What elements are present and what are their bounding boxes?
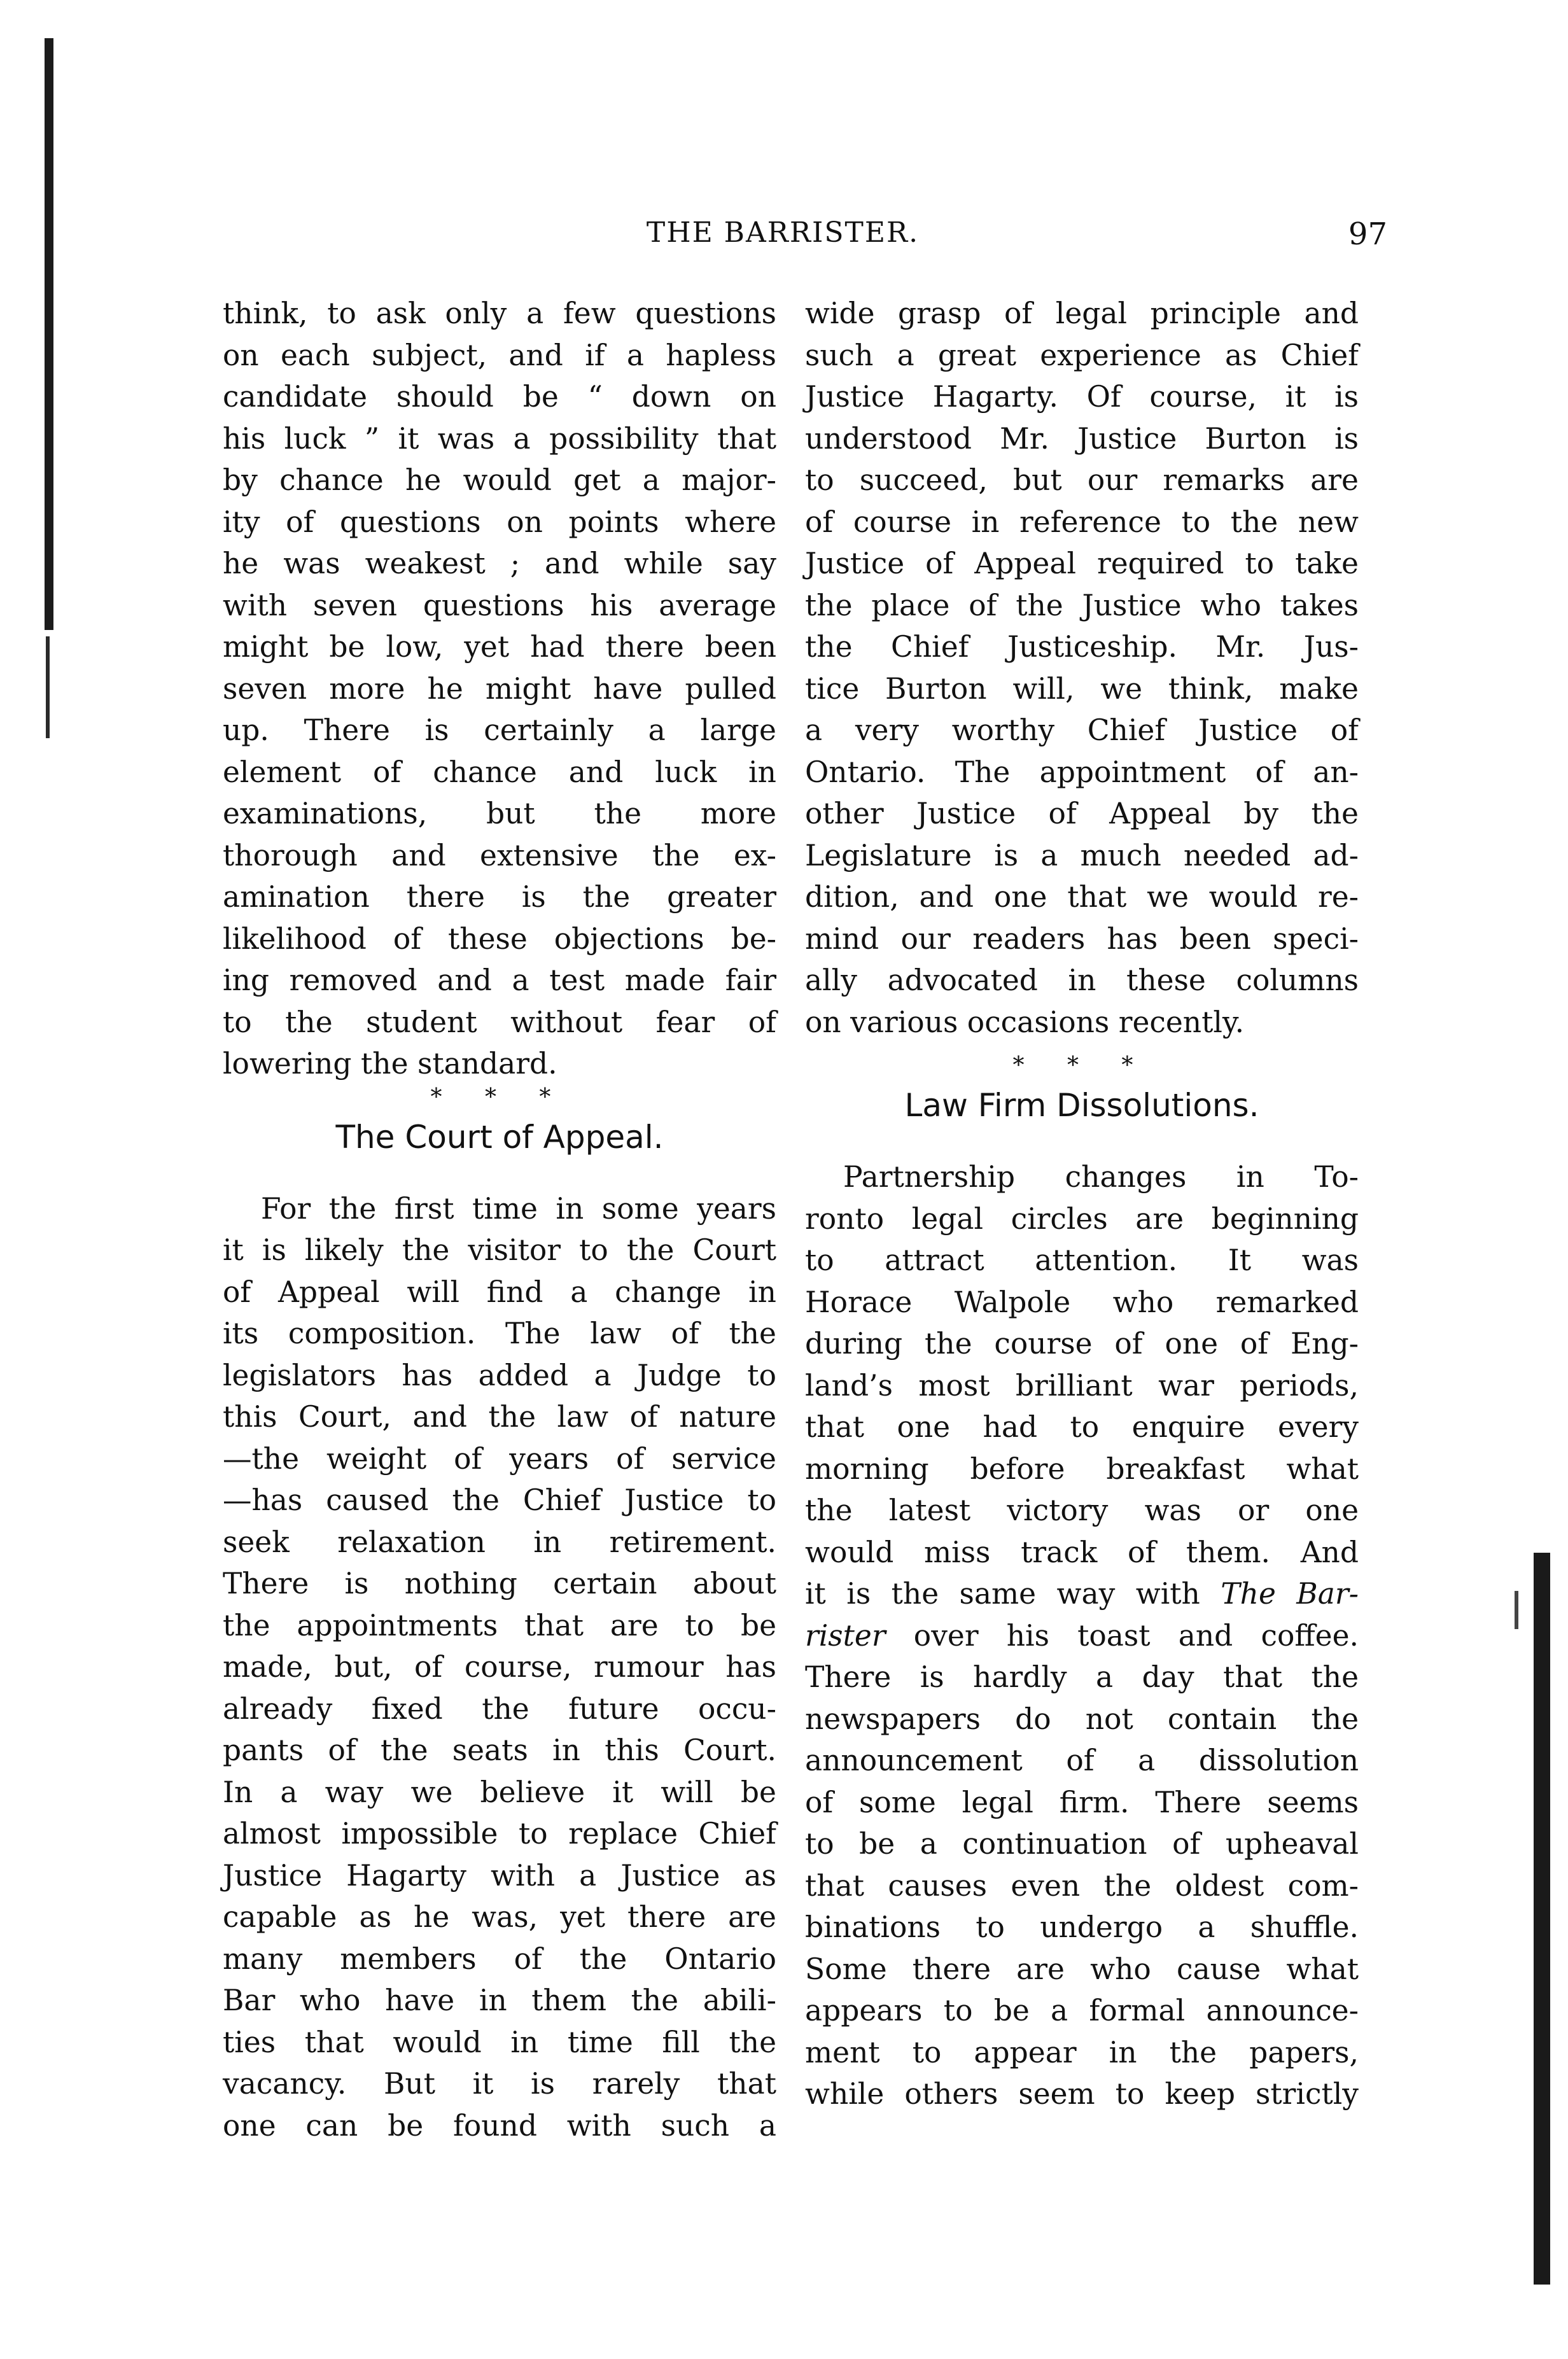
- text-line: during the course of one of Eng-: [805, 1327, 1359, 1361]
- right-paragraph-2-part-a: [805, 1156, 1359, 1573]
- text-line: likelihood of these objections be-: [223, 921, 776, 956]
- text-line: on each subject, and if a hapless: [223, 338, 776, 372]
- text-line: his luck ” it was a possibility that: [223, 421, 776, 456]
- left-paragraph-2: [223, 1188, 776, 2147]
- text-line: by chance he would get a major-: [223, 463, 776, 497]
- right-paragraph-2: [805, 1156, 1359, 2115]
- text-line: capable as he was, yet there are: [223, 1900, 776, 1934]
- text-line: almost impossible to replace Chief: [223, 1817, 776, 1851]
- section-divider-stars: * * *: [430, 1084, 569, 1110]
- heading-gap: [223, 1164, 776, 1188]
- text-line: legislators has added a Judge to: [223, 1358, 776, 1392]
- text-line: examinations, but the more: [223, 797, 776, 830]
- text-line: one can be found with such a: [223, 2108, 776, 2143]
- text-line: Justice Hagarty. Of course, it is: [805, 380, 1359, 414]
- right-column: [805, 293, 1359, 2115]
- right-paragraph-1: [805, 293, 1359, 1043]
- text-line: newspapers do not contain the: [805, 1702, 1359, 1736]
- periodical-title-italic: rister: [805, 1618, 886, 1653]
- text-line: dition, and one that we would re-: [805, 880, 1359, 914]
- page-number: 97: [1348, 216, 1387, 252]
- heading-law-firm-dissolutions: Law Firm Dissolutions.: [904, 1087, 1259, 1124]
- text-line: many members of the Ontario: [223, 1942, 776, 1976]
- text-line: the latest victory was or one: [805, 1494, 1359, 1527]
- text-line: to attract attention. It was: [805, 1243, 1359, 1277]
- text-line: Partnership changes in To-: [843, 1160, 1359, 1194]
- text-line: There is nothing certain about: [223, 1567, 776, 1600]
- periodical-title-italic: The Bar-: [1221, 1577, 1359, 1611]
- text-line: its composition. The law of the: [223, 1317, 776, 1350]
- text-line: ity of questions on points where: [223, 505, 776, 539]
- text-line: candidate should be “ down on: [223, 380, 776, 414]
- text-line: ronto legal circles are beginning: [805, 1201, 1359, 1236]
- text-line: with seven questions his average: [223, 588, 776, 622]
- text-line: appears to be a formal announce-: [805, 1994, 1359, 2027]
- text-line: ties that would in time fill the: [223, 2025, 776, 2059]
- text-line: Legislature is a much needed ad-: [805, 838, 1359, 872]
- running-head: THE BARRISTER.: [646, 216, 920, 249]
- text-line: while others seem to keep strictly: [805, 2077, 1359, 2111]
- text-line: made, but, of course, rumour has: [223, 1650, 776, 1684]
- text-line: the Chief Justiceship. Mr. Jus-: [805, 630, 1359, 664]
- text-line: already fixed the future occu-: [223, 1691, 776, 1726]
- text-line: seek relaxation in retirement.: [223, 1525, 776, 1559]
- text-line: that one had to enquire every: [805, 1410, 1359, 1444]
- text-line: land’s most brilliant war periods,: [805, 1368, 1359, 1403]
- text-line: Ontario. The appointment of an-: [805, 755, 1359, 789]
- text-line: understood Mr. Justice Burton is: [805, 421, 1359, 456]
- text-line: binations to undergo a shuffle.: [805, 1910, 1359, 1944]
- text-line: lowering the standard.: [223, 1047, 557, 1081]
- text-line: amination there is the greater: [223, 880, 776, 914]
- text-line: announcement of a dissolution: [805, 1744, 1359, 1777]
- scan-edge-left: [45, 38, 53, 630]
- text-line: Justice of Appeal required to take: [805, 547, 1359, 580]
- text-line: this Court, and the law of nature: [223, 1400, 776, 1434]
- text-line: There is hardly a day that the: [805, 1660, 1359, 1694]
- text-line: to succeed, but our remarks are: [805, 463, 1359, 497]
- text-line: on various occasions recently.: [805, 1005, 1245, 1039]
- text-line: other Justice of Appeal by the: [805, 797, 1359, 830]
- text-line: wide grasp of legal principle and: [805, 297, 1359, 330]
- text-line: it is likely the visitor to the Court: [223, 1233, 776, 1267]
- text-line: [805, 1615, 1359, 1657]
- scan-edge-right: [1534, 1553, 1550, 2285]
- text-line: In a way we believe it will be: [223, 1775, 776, 1809]
- text-line: of some legal firm. There seems: [805, 1785, 1359, 1819]
- text-line: —the weight of years of service: [223, 1441, 776, 1476]
- text-line: such a great experience as Chief: [805, 338, 1359, 372]
- text-line: the place of the Justice who takes: [805, 588, 1359, 622]
- text-line: the appointments that are to be: [223, 1608, 776, 1642]
- text-line: [805, 1573, 1359, 1615]
- text-line: Bar who have in them the abili-: [223, 1984, 776, 2017]
- text-line: morning before breakfast what: [805, 1452, 1359, 1486]
- text-line: would miss track of them. And: [805, 1535, 1359, 1569]
- right-paragraph-2-part-b: [805, 1656, 1359, 2115]
- text-line: —has caused the Chief Justice to: [223, 1483, 776, 1517]
- text-line: Horace Walpole who remarked: [805, 1285, 1359, 1319]
- text-line: of Appeal will find a change in: [223, 1275, 776, 1309]
- text-line: pants of the seats in this Court.: [223, 1733, 776, 1767]
- text-line: up. There is certainly a large: [223, 713, 776, 747]
- scan-edge-left-mark: [46, 636, 50, 738]
- text-line: seven more he might have pulled: [223, 671, 776, 706]
- text-line: Some there are who cause what: [805, 1952, 1359, 1986]
- text-line: Justice Hagarty with a Justice as: [223, 1858, 776, 1893]
- heading-gap: [805, 1132, 1359, 1156]
- text-line: mind our readers has been speci-: [805, 921, 1359, 956]
- text-line: ally advocated in these columns: [805, 963, 1359, 997]
- text-line: vacancy. But it is rarely that: [223, 2067, 776, 2101]
- text-line: to the student without fear of: [223, 1005, 776, 1039]
- text-line: might be low, yet had there been: [223, 630, 776, 664]
- text-line: a very worthy Chief Justice of: [805, 713, 1359, 747]
- scan-edge-right-mark: [1515, 1591, 1518, 1629]
- text-line: element of chance and luck in: [223, 755, 776, 789]
- text-line: that causes even the oldest com-: [805, 1868, 1359, 1903]
- text-line: he was weakest ; and while say: [223, 547, 776, 580]
- heading-court-of-appeal: The Court of Appeal.: [335, 1118, 664, 1156]
- text-line: ing removed and a test made fair: [223, 963, 776, 997]
- left-column: [223, 293, 776, 2146]
- text-line: think, to ask only a few questions: [223, 297, 776, 330]
- text-line: thorough and extensive the ex-: [223, 838, 776, 872]
- text-line: ment to appear in the papers,: [805, 2035, 1359, 2069]
- text-run: it is the same way with: [805, 1577, 1221, 1611]
- text-line: of course in reference to the new: [805, 505, 1359, 539]
- text-line: For the first time in some years: [261, 1191, 776, 1226]
- text-line: tice Burton will, we think, make: [805, 671, 1359, 706]
- section-divider-stars: * * *: [1012, 1053, 1151, 1079]
- text-line: to be a continuation of upheaval: [805, 1827, 1359, 1861]
- text-run: over his toast and coffee.: [885, 1618, 1359, 1653]
- left-paragraph-1: [223, 293, 776, 1085]
